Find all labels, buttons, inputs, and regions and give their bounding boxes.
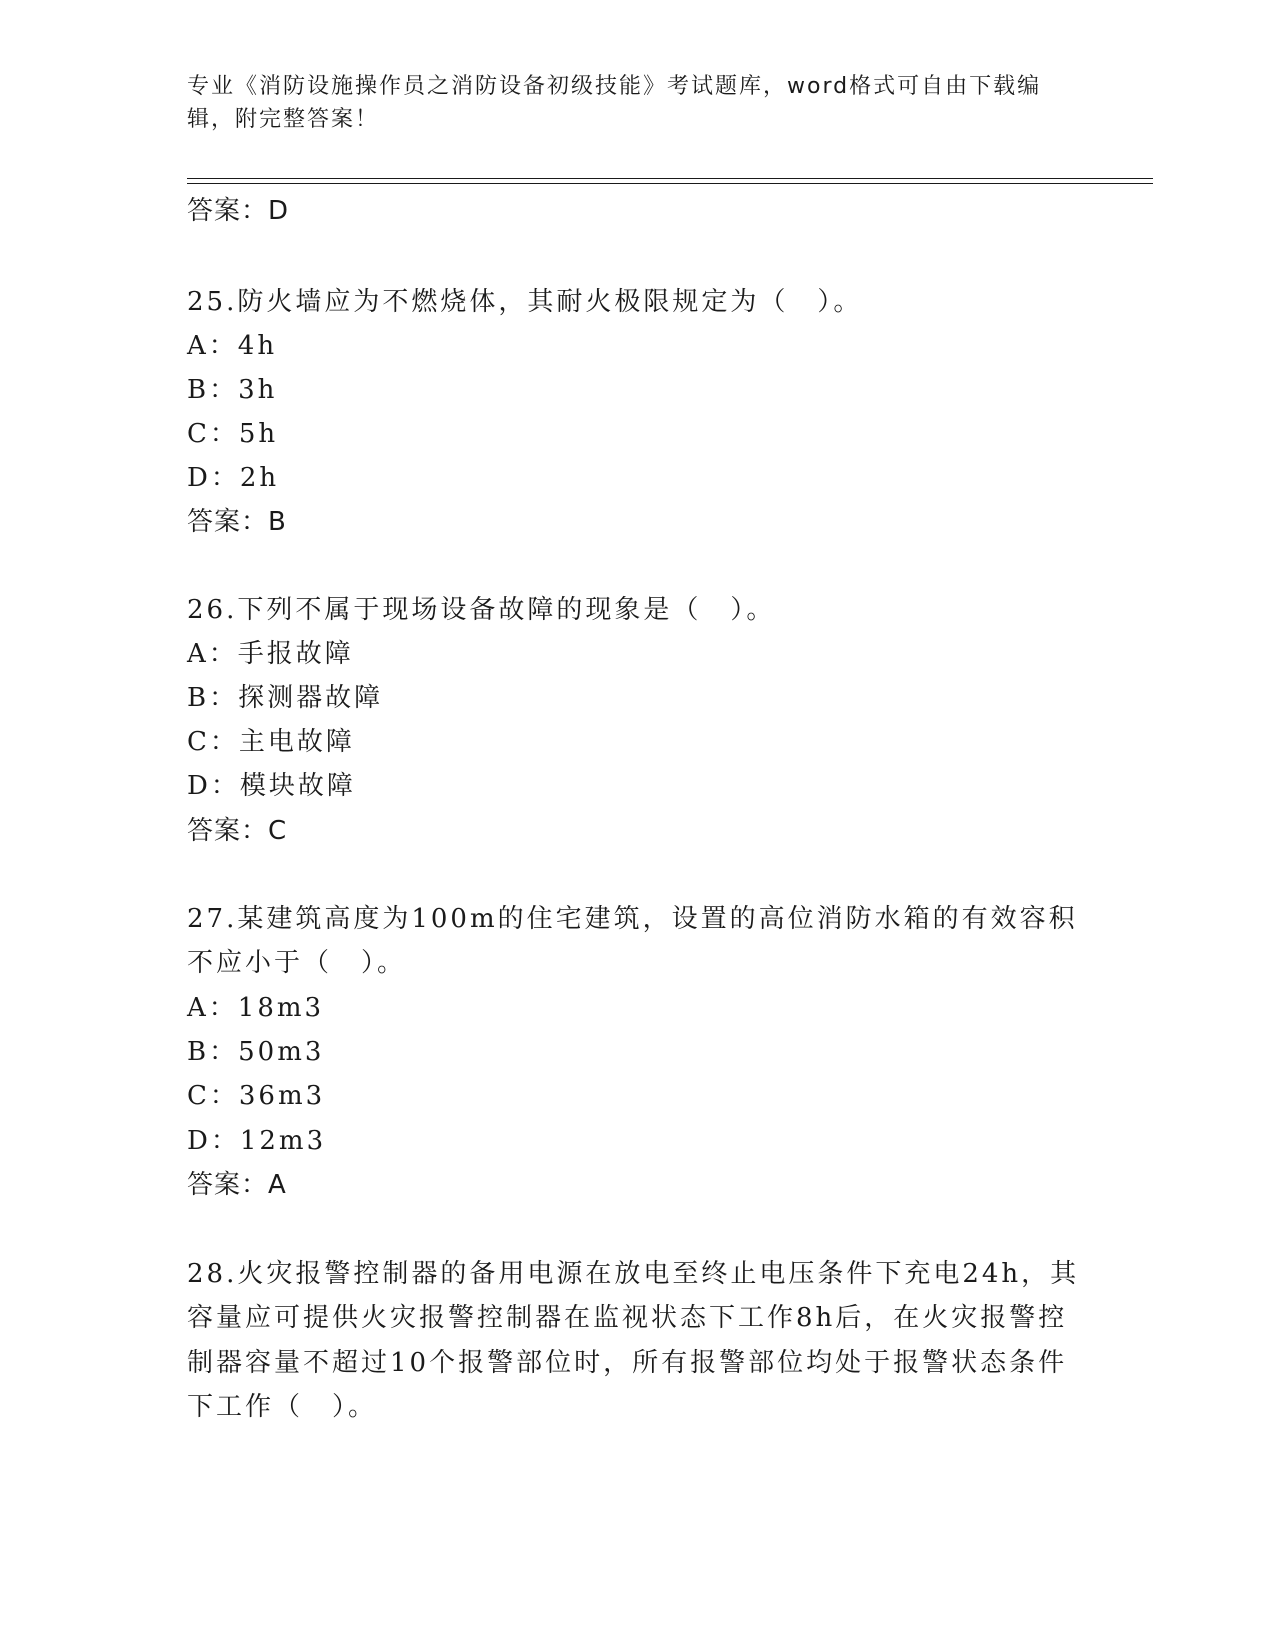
q27-stem-line-2: 不应小于（ ）。 <box>187 948 407 978</box>
q25-option-c: C：5h <box>187 419 279 449</box>
document-header <box>187 70 1067 136</box>
q25-option-a: A：4h <box>187 331 278 361</box>
q26-stem: 26.下列不属于现场设备故障的现象是（ ）。 <box>187 595 776 625</box>
q25-option-b: B：3h <box>187 375 278 405</box>
q28-stem-line-2: 容量应可提供火灾报警控制器在监视状态下工作8h后，在火灾报警控 <box>187 1303 1068 1333</box>
q27-answer: 答案：A <box>187 1170 287 1200</box>
q25-stem: 25.防火墙应为不燃烧体，其耐火极限规定为（ ）。 <box>187 287 863 317</box>
header-line-2: 辑，附完整答案！ <box>187 107 380 132</box>
q28-stem-line-4: 下工作（ ）。 <box>187 1392 378 1422</box>
q27-option-a: A：18m3 <box>187 993 325 1023</box>
q27-option-b: B：50m3 <box>187 1037 325 1067</box>
header-rule-bottom <box>187 183 1153 184</box>
header-line-1: 专业《消防设施操作员之消防设备初级技能》考试题库，word格式可自由下载编 <box>187 74 1042 99</box>
previous-answer: 答案：D <box>187 196 290 226</box>
q25-option-d: D：2h <box>187 463 280 493</box>
q27-option-d: D：12m3 <box>187 1126 327 1156</box>
q26-answer: 答案：C <box>187 816 288 846</box>
header-rule-top <box>187 178 1153 179</box>
q26-option-c: C：主电故障 <box>187 727 355 757</box>
q26-option-d: D：模块故障 <box>187 771 356 801</box>
q28-stem-line-1: 28.火灾报警控制器的备用电源在放电至终止电压条件下充电24h，其 <box>187 1259 1080 1289</box>
q25-answer: 答案：B <box>187 507 287 537</box>
q27-option-c: C：36m3 <box>187 1081 326 1111</box>
q28-stem-line-3: 制器容量不超过10个报警部位时，所有报警部位均处于报警状态条件 <box>187 1348 1068 1378</box>
q26-option-a: A：手报故障 <box>187 639 354 669</box>
q26-option-b: B：探测器故障 <box>187 683 384 713</box>
q27-stem-line-1: 27.某建筑高度为100m的住宅建筑，设置的高位消防水箱的有效容积 <box>187 904 1078 934</box>
